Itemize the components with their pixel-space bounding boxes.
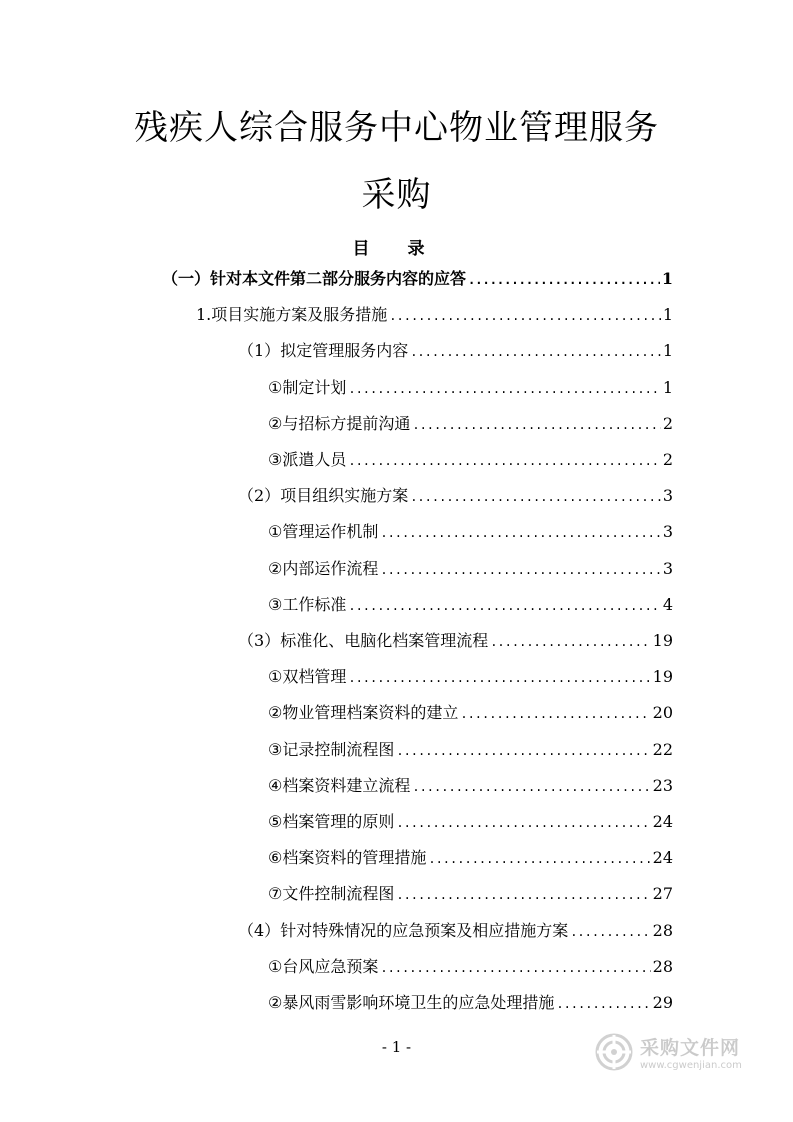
toc-entry-page: 3 — [662, 559, 673, 578]
toc-entry[interactable] — [268, 664, 673, 690]
toc-entry-number: ② — [268, 993, 283, 1012]
toc-entry-number: ③ — [268, 595, 283, 614]
document-title-line-2: 采购 — [361, 175, 432, 215]
toc-entry-label: 拟定管理服务内容 — [280, 341, 409, 360]
toc-entry-page: 24 — [652, 812, 673, 831]
toc-entry-number: （1） — [238, 341, 281, 360]
toc-dot-leader — [412, 774, 650, 800]
toc-entry-number: ⑤ — [268, 812, 283, 831]
toc-dot-leader — [380, 520, 660, 546]
toc-dot-leader — [389, 303, 661, 329]
page-number: - 1 - — [381, 1038, 412, 1056]
toc-entry[interactable] — [238, 483, 673, 509]
toc-entry-number: （4） — [238, 921, 281, 940]
toc-entry-label: 档案管理的原则 — [282, 812, 395, 831]
watermark-url: www.cgwenjian.com — [640, 1060, 742, 1071]
toc-entry-page: 20 — [652, 703, 673, 722]
watermark-name: 采购文件网 — [640, 1037, 741, 1059]
toc-dot-leader — [460, 701, 650, 727]
toc-entry[interactable] — [238, 628, 673, 654]
toc-entry-number: ④ — [268, 776, 283, 795]
toc-entry-number: ⑦ — [268, 884, 283, 903]
toc-entry-page: 3 — [662, 522, 673, 541]
toc-entry-page: 2 — [662, 414, 673, 433]
toc-entry-page: 4 — [662, 595, 673, 614]
toc-entry[interactable] — [268, 592, 673, 618]
toc-entry[interactable] — [268, 809, 673, 835]
toc-entry[interactable] — [268, 700, 673, 726]
toc-entry-number: （一） — [162, 269, 211, 288]
toc-entry[interactable] — [268, 881, 673, 907]
toc-entry-page: 23 — [652, 776, 673, 795]
toc-entry[interactable] — [268, 519, 673, 545]
toc-entry[interactable] — [268, 845, 673, 871]
toc-entry-number: ① — [268, 378, 283, 397]
toc-dot-leader — [556, 991, 650, 1017]
toc-heading: 目 录 — [352, 239, 441, 259]
toc-dot-leader — [410, 484, 661, 510]
toc-entry-label: 档案资料的管理措施 — [282, 848, 427, 867]
toc-dot-leader — [380, 955, 650, 981]
toc-dot-leader — [348, 665, 650, 691]
toc-entry-number: ② — [268, 414, 283, 433]
toc-entry[interactable] — [268, 556, 673, 582]
toc-entry-label: 双档管理 — [282, 667, 347, 686]
toc-entry[interactable] — [268, 447, 673, 473]
toc-entry-label: 项目组织实施方案 — [280, 486, 409, 505]
toc-dot-leader — [428, 846, 650, 872]
toc-dot-leader — [348, 593, 660, 619]
toc-dot-leader — [412, 412, 660, 438]
toc-entry-number: ③ — [268, 740, 283, 759]
toc-entry-page: 28 — [652, 921, 673, 940]
toc-entry-page: 22 — [652, 740, 673, 759]
toc-entry[interactable] — [268, 411, 673, 437]
toc-entry[interactable] — [268, 375, 673, 401]
toc-entry-number: ② — [268, 559, 283, 578]
toc-entry-page: 19 — [652, 667, 673, 686]
toc-dot-leader — [396, 738, 650, 764]
toc-entry[interactable] — [196, 302, 673, 328]
toc-entry-page: 29 — [652, 993, 673, 1012]
toc-entry-label: 管理运作机制 — [282, 522, 379, 541]
toc-entry-number: ① — [268, 957, 283, 976]
toc-entry-label: 制定计划 — [282, 378, 347, 397]
toc-entry-page: 3 — [662, 486, 673, 505]
toc-dot-leader — [490, 629, 650, 655]
toc-entry[interactable] — [162, 266, 673, 292]
toc-entry-number: （2） — [238, 486, 281, 505]
toc-dot-leader — [410, 339, 661, 365]
toc-dot-leader — [396, 810, 650, 836]
toc-dot-leader — [468, 267, 660, 293]
toc-entry-number: 1. — [196, 305, 212, 324]
toc-entry-label: 档案资料建立流程 — [282, 776, 411, 795]
toc-entry-page: 19 — [652, 631, 673, 650]
toc-entry-number: ⑥ — [268, 848, 283, 867]
toc-entry-number: ① — [268, 667, 283, 686]
toc-dot-leader — [570, 919, 650, 945]
toc-entry[interactable] — [268, 990, 673, 1016]
toc-dot-leader — [348, 376, 660, 402]
toc-entry-number: ② — [268, 703, 283, 722]
toc-entry-page: 1 — [662, 305, 673, 324]
toc-entry-page: 24 — [652, 848, 673, 867]
toc-entry-label: 记录控制流程图 — [282, 740, 395, 759]
toc-entry-label: 物业管理档案资料的建立 — [282, 703, 459, 722]
toc-dot-leader — [348, 448, 660, 474]
toc-entry[interactable] — [238, 918, 673, 944]
toc-entry-page: 1 — [661, 269, 673, 288]
toc-entry-label: 文件控制流程图 — [282, 884, 395, 903]
toc-entry[interactable] — [238, 338, 673, 364]
toc-entry-number: ① — [268, 522, 283, 541]
toc-entry-label: 与招标方提前沟通 — [282, 414, 411, 433]
toc-entry-page: 1 — [662, 378, 673, 397]
toc-dot-leader — [380, 557, 660, 583]
toc-entry-label: 工作标准 — [282, 595, 347, 614]
toc-entry[interactable] — [268, 737, 673, 763]
document-title-line-1: 残疾人综合服务中心物业管理服务 — [134, 108, 659, 148]
toc-entry-label: 内部运作流程 — [282, 559, 379, 578]
toc-entry-label: 针对特殊情况的应急预案及相应措施方案 — [280, 921, 569, 940]
toc-entry-label: 暴风雨雪影响环境卫生的应急处理措施 — [282, 993, 555, 1012]
toc-entry-page: 2 — [662, 450, 673, 469]
toc-entry-number: ③ — [268, 450, 283, 469]
cgwenjian-logo-icon — [594, 1032, 634, 1072]
toc-entry-page: 28 — [652, 957, 673, 976]
toc-entry-label: 项目实施方案及服务措施 — [211, 305, 388, 324]
toc-entry-page: 27 — [652, 884, 673, 903]
toc-dot-leader — [396, 882, 650, 908]
toc-entry-label: 台风应急预案 — [282, 957, 379, 976]
toc-entry-label: 针对本文件第二部分服务内容的应答 — [210, 269, 467, 288]
watermark — [594, 1028, 774, 1076]
toc-entry-page: 1 — [662, 341, 673, 360]
toc-entry-label: 标准化、电脑化档案管理流程 — [280, 631, 489, 650]
toc-entry[interactable] — [268, 954, 673, 980]
toc-entry-number: （3） — [238, 631, 281, 650]
toc-entry[interactable] — [268, 773, 673, 799]
toc-entry-label: 派遣人员 — [282, 450, 347, 469]
